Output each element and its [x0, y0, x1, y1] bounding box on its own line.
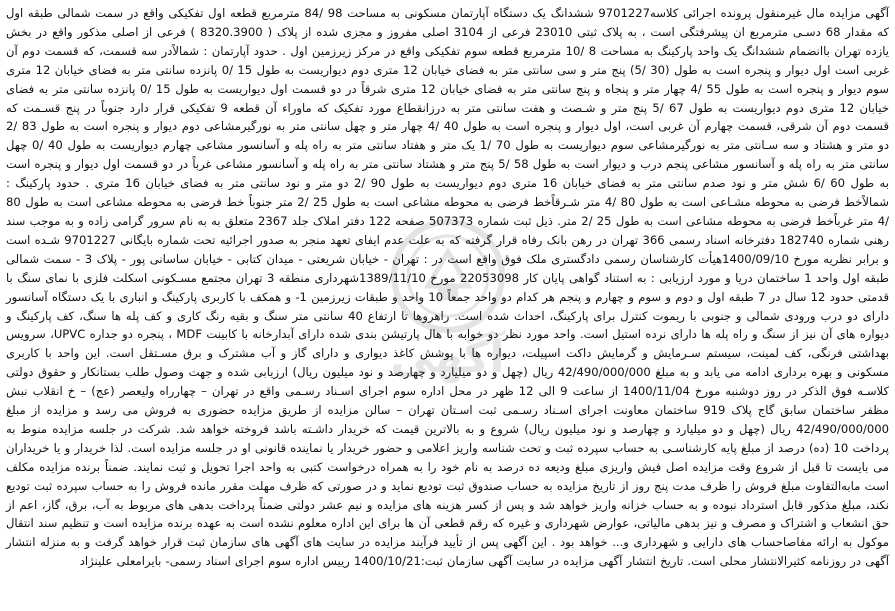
watermark-label: آگهی	[390, 332, 505, 383]
auction-notice-text: آگهی مزایده مال غیرمنقول پرونده اجرائی کلاسه9701227 ششدانگ یک دستگاه آپارتمان مسکونی به مساحت 98 /84 مترمربع قطعه اول تفکیکی واقع در سمت شمالی طبقه اول که مقدار 68 دسـی مترمربع ان پیشرفتگی است ، به پلاک ثبتی 23010 فرعی از 3104 اصلی مفروز و مجزی شده از پلاک ( 8320.3900 ) فرعی از اصلی مذکور واقع در بخش یازده تهران باانضمام ششدانگ یک واحد پارکینگ به مساحت 8 /10 مترمربع قطعه سوم تفکیکی واقع در مرکز زیرزمین اول . حدود آپارتمان : شمالاًدر سه قسمت، که قسمت دوم آن غربی است اول دیوار و پنجره است به طول (30 /5) پنج متر و سی سانتی متر به فضای خیابان 12 متری دوم دیواریست به طول 15 /0 پانزده سانتی متر به فضای خیابان 12 متری سوم دیوار و پنجره است به طول 55 /4 چهار متر و پنجاه و پنج سانتی متر به فضای خیابان 12 متری شرقاً در دو قسمت اول دیواریست به طول 15 /0 پانزده سانتی متر به فضای خیابان 12 متری دوم دیواریست به طول 67 /5 پنج متر و شـصت و هفت سانتی متر به درزانقطاع مورد تفکیک که ماوراء آن قطعه 9 تفکیکی قرار دارد جنوباً در پنج قسـمت که قسمت دوم آن شرقی، قسمت چهارم آن غربی است، اول دیوار و پنجره است به طول 40 /4 چهار متر و چهل سانتی متر به نورگیرمشاعی دوم دیوار و پنجره است به طول 83 /2 دو متر و هشتاد و سه سـانتی متر به نورگیرمشاعی سوم دیواریست به طول 70 /1 یک متر و هفتاد سانتی متر به راه پله و آسانسور مشاعی چهارم دیواریست به طول 40 /0 چهل سانتی متر به راه پله و آسانسور مشاعی پنجم درب و دیوار است به طول 58 /5 پنج متر و هشتاد سانتی متر به راه پله و آسانسور مشاعی غرباً در دو قسمت اول دیوار و پنجره است به طول 60 /6 شش متر و نود صدم سانتی متر به فضای خیابان 16 متری دوم دیواریست به طول 90 /2 دو متر و نود سانتی متر به فضای خیابان 16 متری . حدود پارکینگ : شمالاًخط فرضی به محوطه مشـاعی است به طول 80 /4 متر شـرقاًخط فرضی به محوطه مشاعی است به طول 25 /2 متر جنوباً خط فرضی به محوطه مشاعی است به طول 80 /4 متر غرباًخط فرضی به محوطه مشاعی است به طول 25 /2 متر. ذیل ثبت شماره 507373 صفحه 122 دفتر املاک جلد 2367 متعلق به به نام سرور گرامی زاده و به موجب سند رهنی شماره 182740 دفترخانه اسناد رسمی 366 تهران در رهن بانک رفاه قرار گرفته که به علت عدم ایفای تعهد منجر به صدور اجرائیه تحت شماره بایگانی 9701227 شـده است و برابر نظریه مورخ 1400/09/10هیأت کارشناسان رسمی دادگستری ملک فوق واقع است در : تهران - خیابان شریعتی - میدان کتابی - خیابان ساسانی پور - پلاک 3 - سمت شمالی طبقه اول واحد 1 ساختمان دریا و مورد ارزیابی : به استناد گواهی پایان کار 22053098 مورخ 1389/11/10شهرداری منطقه 3 تهران مجتمع مسـکونی اسکلت فلزی با نمای سنگ با قدمتی حدود 12 سال در 7 طبقه اول و دوم و سوم و چهارم و پنجم هر کدام دو واحد جمعاً 10 واحد و طبقات زیرزمین 1- و همکف با کاربری پارکینگ و انباری با یک دستگاه آسانسور دارای دو درب ورودی شمالی و جنوبی با ریموت کنترل برای پارکینگ، احداث شده است. راهروها تا ارتفاع 40 سانتی متر سنگ و بقیه رنگ کاری و کف پله ها سنگ، کف پارکینگ و دیواره های آن نیز از سنگ و راه پله ها دارای نرده استیل است. واحد مورد نظر دو خوابه با هال پارتیشن بندی شده دارای آبدارخانه با کابینت MDF ، پنجره دو جداره UPVC، سرویس بهداشتی فرنگی، کف لمینت، سیستم سـرمایش و گرمایش داکت اسپیلت، دیواره ها با پوشش کاغذ دیواری و دارای گاز و آب مشترک و برق مسـتقل است. این واحد با کاربری مسکونی و بهره برداری ادامه می یابد و به مبلغ 42/490/000/000 ریال (چهل و دو میلیارد و چهارصد و نود میلیون ریال) ارزیابی شده و جهت وصول طلب بستانکار و حقوق دولتی کلاسـه فوق الذکر در روز دوشنبه مورخ 1400/11/04 از ساعت 9 الی 12 ظهر در محل اداره سوم اجرای اسـناد رسـمی واقع در تهران – چهارراه ولیعصر (عج) – خ انقلاب نبش مظفر ساختمان سابق گاج پلاک 919 ساختمان معاونت اجرای اسـناد رسـمی ثبت اسـتان تهران – سالن مزایده از طریق مزایده حضوری به فروش می رسد و مزایده از مبلغ 42/490/000/000 ریال (چهل و دو میلیارد و چهارصد و نود میلیون ریال) شروع و به بالاترین قیمت که خریدار داشـته باشد فروخته خواهد شد. شرکت در جلسه مزایده منوط به پرداخت 10 (ده) درصد از مبلغ پایه کارشناسـی به حساب سپرده ثبت و تحت شناسه واریز اعلامی و حضور خریدار یا نماینده قانونی او در جلسه مزایده است. لذا خریدار و یا خریداران می بایست تا قبل از شروع وقت مزایده اصل فیش واریزی مبلغ ودیعه ده درصد به نام خود را به همراه درخواست کتبی به واحد اجرا تحویل و ثبت نمایند. ضمناً برنده مزایده مکلف است مابه‌التفاوت مبلغ فروش را ظرف مدت پنج روز از تاریخ مزایده به حساب صندوق ثبت تودیع نماید و در صورتی که ظرف مهلت مقرر مانده فروش را به حساب سپرده ثبت تودیع نکند، مبلغ مذکور قابل استرداد نبوده و به حساب خزانه واریز خواهد شد و پس از کسر هزینه های مزایده و نیم عشر دولتی ضمناً پرداخت بدهی های مربوط به آب، برق، گاز، اعم از حق انشعاب و اشتراک و مصرف و نیز بدهی مالیاتی، عوارض شهرداری و غیره که رقم قطعی آن ها برای این اداره معلوم نشده است به عهده برنده مزایده است و تنظیم سند انتقال موکول به ارائه مفاصاحساب های دارایی و شهرداری و... خواهد بود . این آگهی پس از تأیید فرآیند مزایده در سایت های آگهی های سازمان ثبت قرار خواهد گرفت و به منزله انتشار آگهی در روزنامه کثیرالانتشار محلی است. تاریخ انتشار آگهی مزایده در سایت آگهی سازمان ثبت:1400/10/21 رییس اداره سوم اجرای اسناد رسمی- بایرامعلی علینژاد	[6, 6, 890, 569]
